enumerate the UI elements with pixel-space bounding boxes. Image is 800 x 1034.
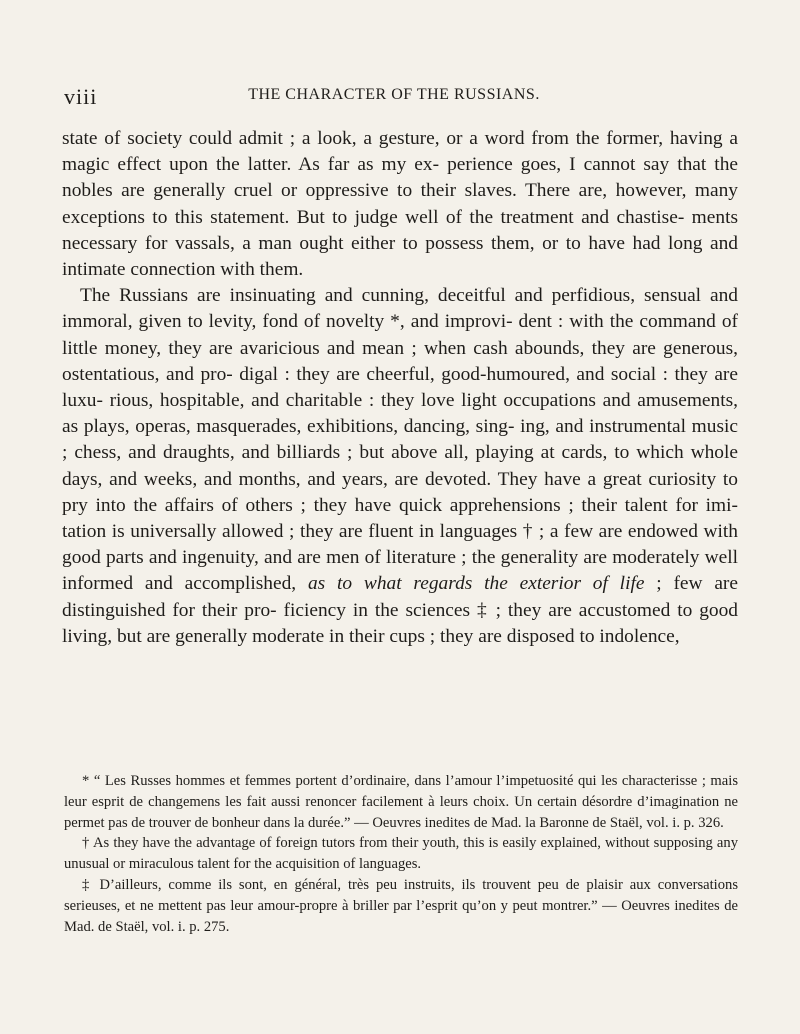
footnote-2-text: As they have the advantage of foreign tutors from their youth, this is easily explained, without supposing any unusual or miraculous talent for the acquisition of languages. xyxy=(64,835,738,873)
paragraph-2-part-d: ; few are distinguished for their pro- ficiency in the sciences xyxy=(62,573,738,621)
italic-phrase: as to what regards the exterior of life xyxy=(296,573,645,595)
page-header xyxy=(64,84,724,109)
footnote-1-text: “ Les Russes hommes et femmes portent d’ordinaire, dans l’amour l’impetuosité qui les characterisse ; mais leur esprit de changemens les fait aussi renoncer facilement à leurs choix. Un certain désordre d’imagination ne permet pas de trouver de bonheur dans la durée.” — Oeuvres inedites de Mad. la Baronne de Staël, vol. i. p. 326. xyxy=(64,773,738,831)
footnote-ref-2: † xyxy=(517,521,534,543)
footnote-1 xyxy=(64,771,738,833)
running-head: THE CHARACTER OF THE RUSSIANS. xyxy=(248,86,540,103)
footnote-ref-3: ‡ xyxy=(470,599,489,621)
paragraph-2-part-e: ; they are accustomed to good living, but are generally moderate in their cups ; they are disposed to indolence, xyxy=(62,599,739,647)
paragraph-2-part-c: ; a few are endowed with good parts and ingenuity, and are men of literature ; the generality are moderately well informed and accomplished, xyxy=(62,521,738,595)
footnote-3 xyxy=(64,875,738,937)
footnote-3-text: D’ailleurs, comme ils sont, en général, très peu instruits, ils trouvent peu de plaisir aux conversations serieuses, et ne mettent pas leur amour-propre à briller par l’esprit qu’on y peut montrer.” — Oeuvres inedites de Mad. de Staël, vol. i. p. 275. xyxy=(64,876,738,935)
footnote-2 xyxy=(64,833,738,875)
paragraph-2-part-b: , and improvi- dent : with the command of little money, they are avaricious and mean ; when cash abounds, they are generous, ostentatious, and pro- digal : they are cheerful, good-humoured, and social : they are luxu- rious, hospitable, and charitable : they love light occupations and amusements, as plays, operas, masquerades, exhibitions, dancing, sing- ing, and instrumental music ; chess, and draughts, and billiards ; but above all, playing at cards, to which whole days, and weeks, and months, and years, are devoted. They have a great curiosity to pry into the affairs of others ; they have quick apprehensions ; their talent for imi- tation is universally allowed ; they are fluent in languages xyxy=(62,311,738,543)
paragraph-1: state of society could admit ; a look, a gesture, or a word from the former, having a magic effect upon the latter. As far as my ex- perience goes, I cannot say that the nobles are generally cruel or oppressive to their slaves. There are, however, many exceptions to this statement. But to judge well of the treatment and chastise- ments necessary for vassals, a man ought either to possess them, or to have had long and intimate connection with them. xyxy=(62,128,738,281)
footnote-3-mark: ‡ xyxy=(82,876,100,893)
paragraph-2-part-a: The Russians are insinuating and cunning, deceitful and perfidious, sensual and immoral, given to levity, fond of novelty xyxy=(62,285,738,333)
paragraph-2 xyxy=(62,283,738,650)
body-text xyxy=(62,126,738,650)
footnotes xyxy=(64,771,738,937)
page-number: viii xyxy=(64,84,98,109)
footnote-ref-1: * xyxy=(384,311,400,333)
footnote-2-mark: † xyxy=(82,835,94,852)
footnote-1-mark: * xyxy=(82,773,94,789)
